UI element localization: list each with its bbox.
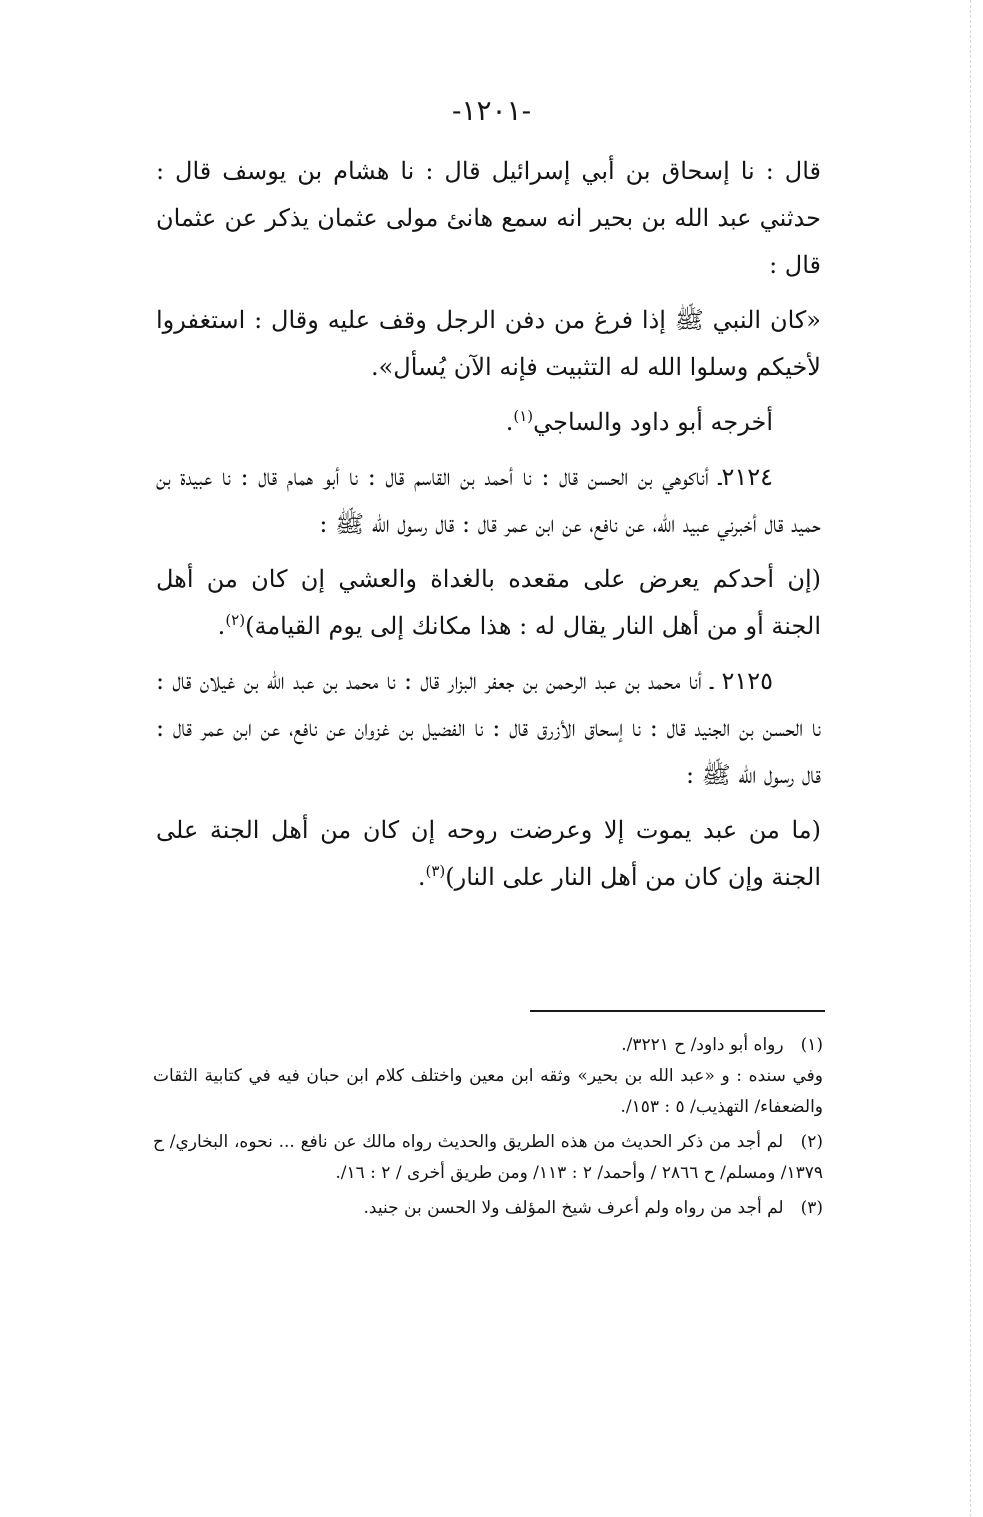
footnote-text: لم أجد من ذكر الحديث من هذه الطريق والحديث رواه مالك عن نافع ... نحوه، البخاري/ ح ١٣٧٩/ ومسلم/ ح ٢٨٦٦ / وأحمد/ ٢ : ١١٣/ ومن طريق أخرى / ٢ : ١٦/. <box>153 1132 823 1183</box>
paragraph-tail: . <box>217 612 226 640</box>
paragraph-text: ٢١٢٥ ـ أنا محمد بن عبد الرحمن بن جعفر البزار قال : نا محمد بن عبد الله بن غيلان قال : نا الحسن بن الجنيد قال : نا إسحاق الأزرق قال : نا الفضيل بن غزوان عن نافع، عن ابن عمر قال : قال رسول الله ﷺ : <box>156 667 821 789</box>
hadith-text-uthman <box>156 297 821 391</box>
paragraph-tail: . <box>505 408 514 436</box>
takhrij-line <box>156 399 821 446</box>
paragraph-text: قال : نا إسحاق بن أبي إسرائيل قال : نا هشام بن يوسف قال : حدثني عبد الله بن بحير انه سمع هانئ مولى عثمان يذكر عن عثمان قال : <box>156 157 821 279</box>
footnote-text: رواه أبو داود/ ح ٣٢٢١/. <box>621 1035 784 1055</box>
footnote-text: لم أجد من رواه ولم أعرف شيخ المؤلف ولا الحسن بن جنيد. <box>363 1198 784 1218</box>
footnote-reference-1[interactable]: (١) <box>513 407 534 425</box>
paragraph-text: (إن أحدكم يعرض على مقعده بالغداة والعشي إن كان من أهل الجنة أو من أهل النار يقال له : هذا مكانك إلى يوم القيامة) <box>156 565 821 640</box>
hadith-2125-text <box>156 807 821 901</box>
paragraph-text: «كان النبي ﷺ إذا فرغ من دفن الرجل وقف عليه وقال : استغفروا لأخيكم وسلوا الله له التثبيت فإنه الآن يُسأل». <box>156 306 821 381</box>
footnote-label: (٢) <box>800 1132 824 1152</box>
footnote-continuation: وفي سنده : و «عبد الله بن بحير» وثقه ابن معين واختلف كلام ابن حبان فيه في كتابية الثقات والضعفاء/ التهذيب/ ٥ : ١٥٣/. <box>153 1066 823 1117</box>
footnote-separator <box>530 1010 825 1012</box>
paragraph-tail: . <box>417 863 426 891</box>
hadith-2125-isnad <box>156 658 821 799</box>
paragraph-text: (ما من عبد يموت إلا وعرضت روحه إن كان من أهل الجنة على الجنة وإن كان من أهل النار على النار) <box>156 816 821 891</box>
paragraph-text: أخرجه أبو داود والساجي <box>533 408 773 436</box>
footnote-reference-3[interactable]: (٣) <box>425 862 446 880</box>
footnotes <box>153 1030 823 1228</box>
main-text <box>156 148 821 909</box>
footnote-reference-2[interactable]: (٢) <box>225 611 246 629</box>
hadith-2124-text <box>156 556 821 650</box>
footnote-label: (١) <box>800 1035 823 1055</box>
page-number: -١٢٠١- <box>451 94 532 127</box>
isnad-paragraph-uthman <box>156 148 821 289</box>
paragraph-text: ٢١٢٤ـ أناكوهي بن الحسن قال : نا أحمد بن القاسم قال : نا أبو همام قال : نا عبيدة بن حميد قال أخبرني عبيد الله، عن نافع، عن ابن عمر قال : قال رسول الله ﷺ : <box>156 463 821 538</box>
footnote-3 <box>153 1193 823 1224</box>
hadith-2124-isnad <box>156 454 821 548</box>
page-edge-line <box>970 0 971 1517</box>
footnote-label: (٣) <box>800 1198 823 1218</box>
footnote-1 <box>153 1030 823 1123</box>
footnote-2 <box>153 1127 823 1189</box>
